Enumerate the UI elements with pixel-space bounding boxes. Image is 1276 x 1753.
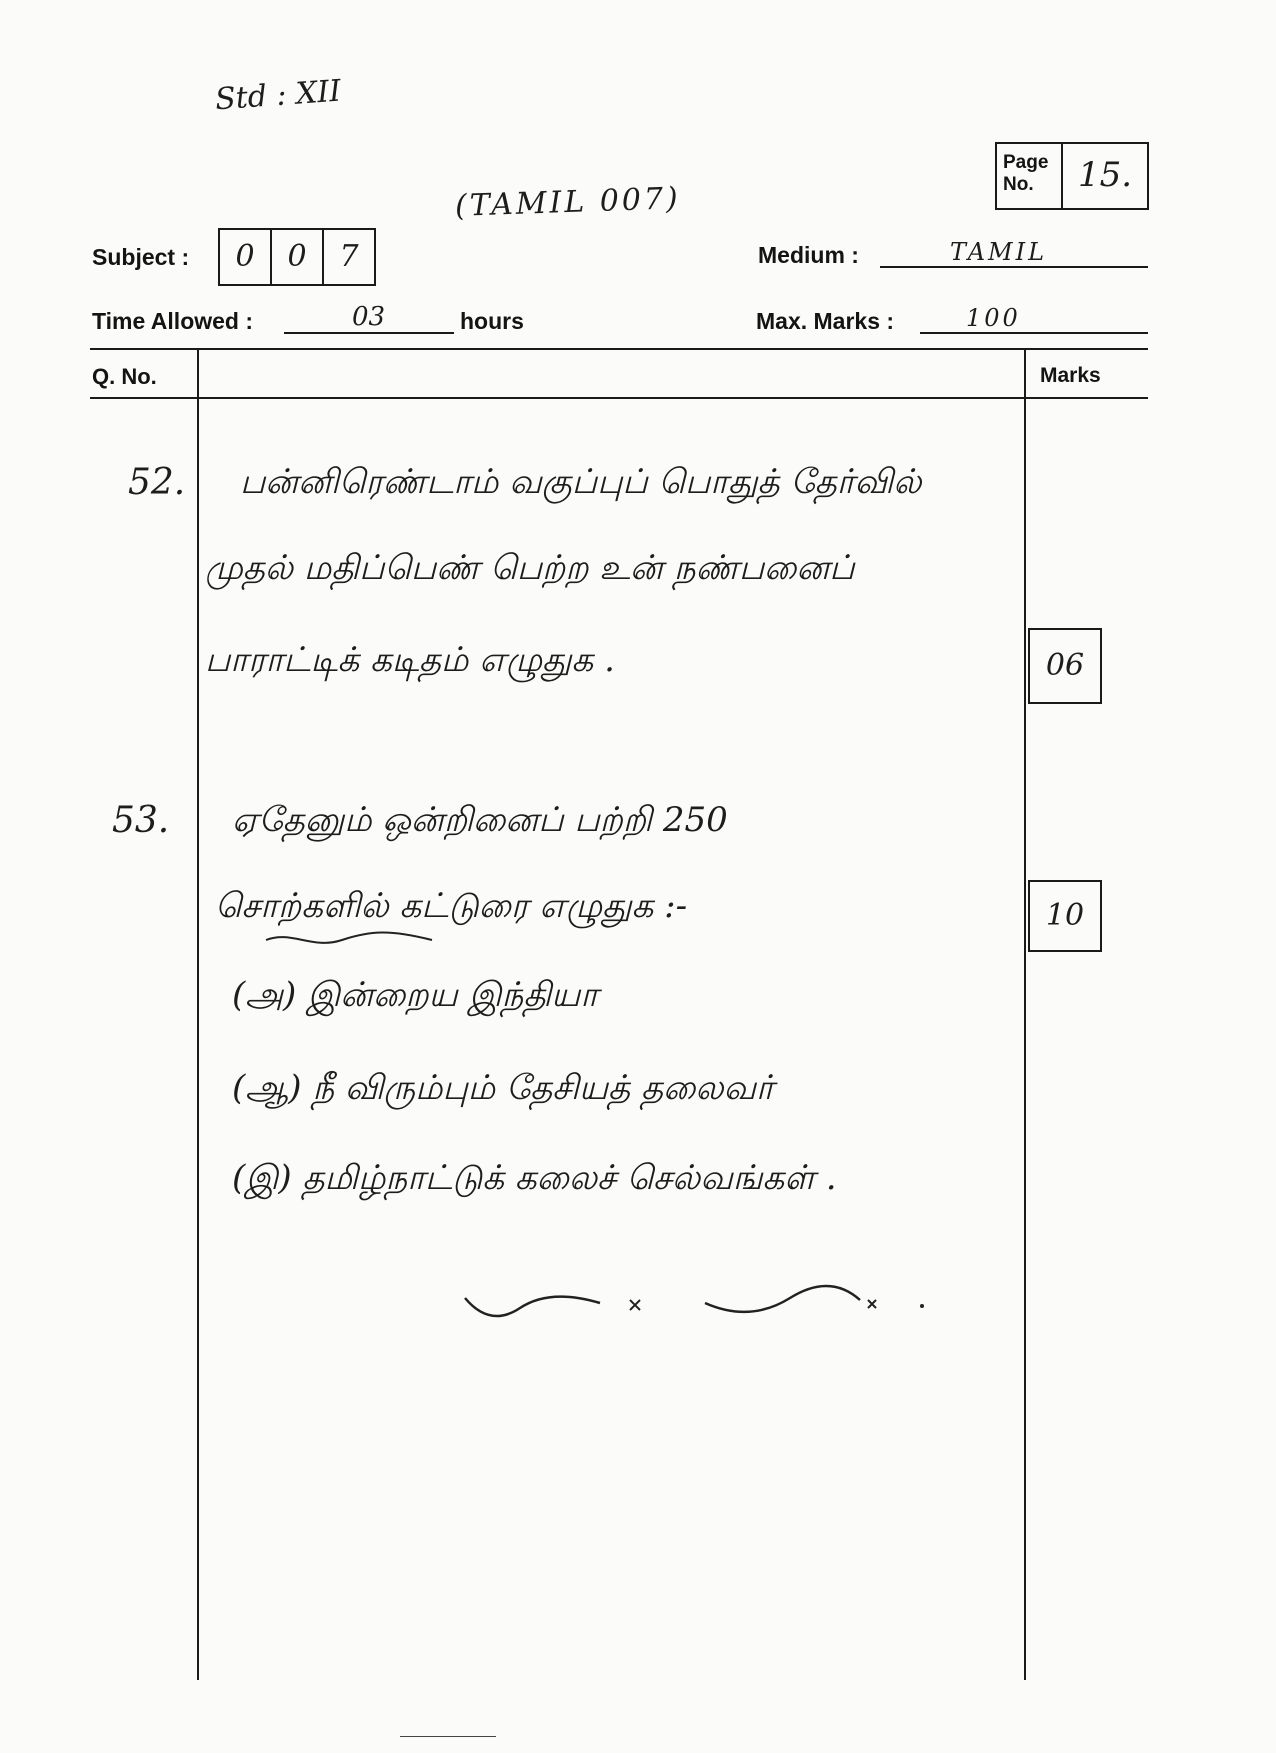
medium-value: TAMIL bbox=[950, 238, 1048, 266]
header-top-rule bbox=[90, 348, 1148, 350]
subject-code-digit: 0 bbox=[220, 230, 272, 284]
subject-code-digit: 0 bbox=[272, 230, 324, 284]
time-unit: hours bbox=[460, 308, 524, 334]
subject-code-digit: 7 bbox=[339, 239, 359, 274]
subject-note: (TAMIL 007) bbox=[454, 181, 682, 224]
medium-underline bbox=[880, 266, 1148, 268]
std-note: Std : XII bbox=[213, 73, 343, 118]
max-marks-underline bbox=[920, 332, 1148, 334]
medium-label: Medium : bbox=[758, 242, 859, 268]
answer-line: ஏதேனும் ஒன்றினைப் பற்றி 250 bbox=[232, 800, 728, 840]
question-column-divider bbox=[197, 350, 199, 1680]
marks-column-divider bbox=[1024, 350, 1026, 1680]
subject-code-boxes bbox=[218, 228, 376, 286]
subject-label: Subject : bbox=[92, 244, 190, 270]
question-number: 53. bbox=[112, 800, 170, 841]
question-number: 52. bbox=[128, 462, 186, 503]
question-number-header: Q. No. bbox=[92, 364, 157, 389]
wavy-underline bbox=[262, 930, 442, 950]
marks-box: 06 bbox=[1028, 628, 1102, 704]
marks-box: 10 bbox=[1028, 880, 1102, 952]
page-label: Page No. bbox=[997, 144, 1063, 208]
end-of-answer-mark bbox=[460, 1278, 940, 1338]
answer-line: (அ) இன்றைய இந்தியா bbox=[232, 975, 599, 1015]
bottom-mark bbox=[400, 1736, 496, 1737]
answer-line: (இ) தமிழ்நாட்டுக் கலைச் செல்வங்கள் . bbox=[232, 1158, 837, 1198]
page-number-box bbox=[995, 142, 1149, 210]
header-bottom-rule bbox=[90, 397, 1148, 399]
max-marks-value: 100 bbox=[966, 304, 1021, 332]
marks-header: Marks bbox=[1040, 364, 1101, 387]
answer-line: பாராட்டிக் கடிதம் எழுதுக . bbox=[205, 640, 615, 680]
answer-line: (ஆ) நீ விரும்பும் தேசியத் தலைவர் bbox=[232, 1068, 774, 1108]
time-allowed-value: 03 bbox=[352, 302, 386, 332]
time-allowed-label: Time Allowed : bbox=[92, 308, 254, 334]
max-marks-label: Max. Marks : bbox=[756, 308, 895, 334]
answer-line: சொற்களில் கட்டுரை எழுதுக :- bbox=[215, 886, 688, 926]
page-number: 15. bbox=[1077, 155, 1133, 195]
answer-line: பன்னிரெண்டாம் வகுப்புப் பொதுத் தேர்வில் bbox=[240, 462, 922, 502]
answer-line: முதல் மதிப்பெண் பெற்ற உன் நண்பனைப் bbox=[205, 548, 855, 588]
time-underline bbox=[284, 332, 454, 334]
